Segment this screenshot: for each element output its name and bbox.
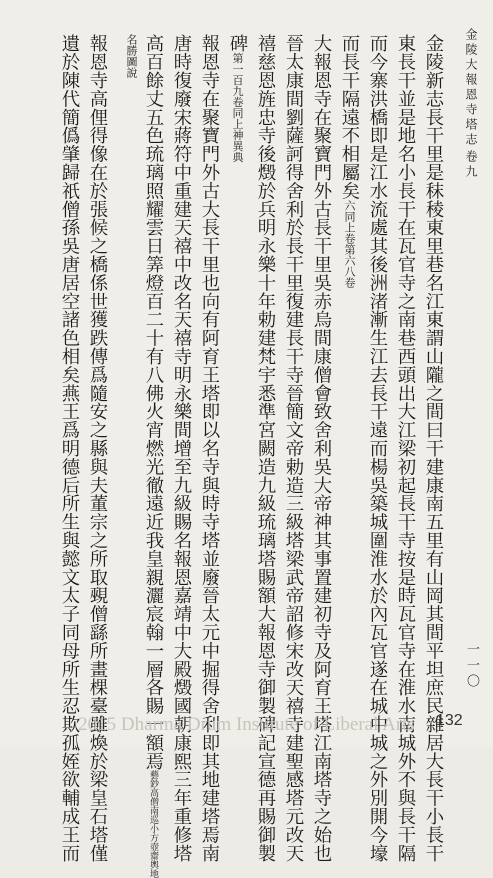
text-column-8 [224, 34, 250, 163]
text-column-11 [140, 34, 166, 878]
text-column-9: 報恩寺在聚寶門外古大長干里也向有阿育王塔即以名寺與時寺塔並廢晉太元中掘得舍利即其地建塔焉南 [199, 34, 220, 862]
text-column-8-main: 碑 [227, 34, 248, 53]
text-column-5: 大報恩寺在聚寶門外古長干里吳赤烏間康僧會致舍利吳大帝神其事置建初寺及阿育王塔江南塔寺之始也 [311, 34, 332, 862]
text-column-12: 名勝圖說 [125, 34, 138, 78]
text-column-2: 東長干並是地名小長干在瓦官寺之南巷西頭出大江梁初起長干寺按是時瓦官寺在淮水南城外不與長干隔 [395, 34, 416, 862]
inline-note: 六同上卷第六八卷 [343, 199, 356, 288]
text-column-13: 報恩寺高俚得像在於張候之橋係世獲跌傳爲隨安之縣與夫董宗之所取覡僧繇所畫棵臺雖煥於梁皇石塔僅 [87, 34, 108, 862]
text-column-14: 遺於陳代簡僞肇歸祇僧孫吳唐居空諸色相矣燕王爲明德后所生與懿文太子同母所生忍欺孤姪欲輔成王而 [59, 34, 80, 862]
volume-label: 卷九 [464, 150, 478, 180]
inline-note: 第一百九卷同上神異典 [231, 52, 244, 163]
text-column-4 [336, 34, 362, 288]
watermark: 2015 Dharma Drum Institute of Liberal Arts [78, 714, 415, 735]
text-column-11-main: 高百餘丈五色琉璃照耀雲日筭燈百二十有八佛火宵燃光徹遠近我皇親灑宸翰一層各賜一額焉 [143, 34, 164, 770]
text-column-4-main: 而長干隔遠不相屬矣 [339, 34, 360, 200]
text-column-6: 晉太康間劉薩訶得舍利於長干里復建長干寺晉簡文帝勅造三級塔梁武帝詔修宋改天禧寺建聖感塔元改天 [283, 34, 304, 862]
text-column-3: 而今寨洪橋即是江水流處其後洲渚漸生江去長干遠而楊吳築城圍淮水於內瓦官遂在城中城之外別開今壕 [367, 34, 388, 862]
text-column-1: 金陵新志長干里是秣稜東里巷名江東謂山隴之間曰干建康南五里有山岡其間平坦庶民雜居大長干小長干 [423, 34, 444, 862]
text-column-10: 唐時復廢宋蔣符中重建天禧中改名天禧寺明永樂間增至九級賜名報恩嘉靖中大殿燬國朝康熙三年重修塔 [171, 34, 192, 862]
running-title: 金陵大報恩寺塔志 [464, 28, 478, 148]
page-number: 一一〇 [464, 642, 479, 690]
text-column-7: 禧慈恩旌忠寺後燬於兵明永樂十年勅建梵宇悉準宮闕造九級琉璃塔賜額大報恩寺御製碑記宣德再賜御製 [255, 34, 276, 862]
folio-number: 132 [436, 712, 463, 729]
inline-note: 藝鈔高僧南巡小方壺齋輿地 [148, 770, 158, 878]
